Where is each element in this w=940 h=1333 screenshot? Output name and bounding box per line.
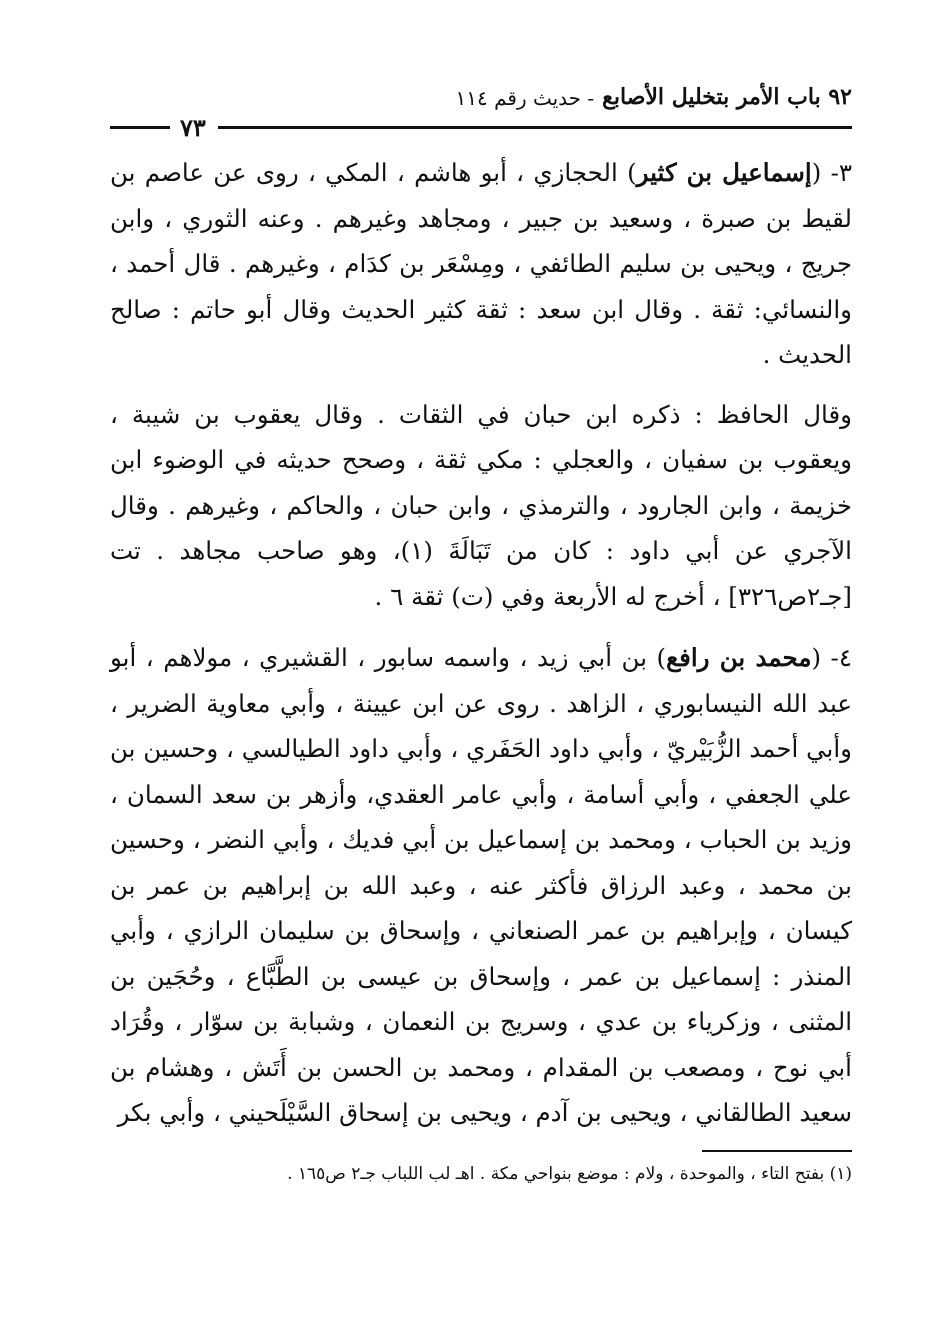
footnote: (١) بفتح التاء ، والموحدة ، ولام : موضع بنواحي مكة . اهـ لب اللباب جـ٢ ص١٦٥ .: [287, 1163, 852, 1184]
narrator-name: محمد بن رافع: [666, 643, 812, 672]
narrator-bio: وقال الحافظ : ذكره ابن حبان في الثقات . وقال يعقوب بن شيبة ، ويعقوب بن سفيان ، والعجلي : مكي ثقة ، وصحح حديثه في الوضوء ابن خزيمة ، وابن الجارود ، والترمذي ، وابن حبان ، والحاكم ، وغيرهم . وقال الآجري عن أبي داود : كان من تَبَالَةَ (١)، وهو صاحب مجاهد . تت [جـ٢ص٣٢٦] ، أخرج له الأربعة وفي (ت) ثقة ٦ .: [110, 399, 852, 611]
page-number: ٧٣: [180, 112, 206, 142]
entry-number: ٣- (: [811, 158, 853, 187]
entry-close: ): [627, 158, 637, 187]
narrator-paragraph: [110, 635, 852, 1136]
narrator-paragraph: [110, 392, 852, 620]
entry-number: ٤- (: [811, 643, 852, 672]
header-divider: [218, 126, 852, 129]
narrator-paragraph: [110, 150, 852, 378]
narrator-bio: الحجازي ، أبو هاشم ، المكي ، روى عن عاصم بن لقيط بن صبرة ، وسعيد بن جبير ، ومجاهد وغيرهم . وعنه الثوري ، وابن جريج ، ويحيى بن سليم الطائفي ، ومِسْعَر بن كدَام ، وغيرهم . قال أحمد ، والنسائي: ثقة . وقال ابن سعد : ثقة كثير الحديث وقال أبو حاتم : صالح الحديث .: [110, 158, 852, 369]
main-text: [110, 150, 852, 1136]
document-page: [110, 70, 852, 1188]
hadith-label: - حديث رقم ١١٤: [455, 86, 595, 110]
narrator-bio: بن أبي زيد ، واسمه سابور ، القشيري ، مولاهم ، أبو عبد الله النيسابوري ، الزاهد . روى عن ابن عيينة ، وأبي معاوية الضرير ، وأبي أحمد الزُّبَيْريّ ، وأبي داود الحَفَري ، وأبي داود الطيالسي ، وحسين بن علي الجعفي ، وأبي أسامة ، وأبي عامر العقدي، وأزهر بن سعد السمان ، وزيد بن الحباب ، ومحمد بن إسماعيل بن أبي فديك ، وأبي النضر ، وحسين بن محمد ، وعبد الرزاق فأكثر عنه ، وعبد الله بن إبراهيم بن عمر بن كيسان ، وإبراهيم بن عمر الصنعاني ، وإسحاق بن سليمان الرازي ، وأبي المنذر : إسماعيل بن عمر ، وإسحاق بن عيسى بن الطَّبَّاع ، وحُجَين بن المثنى ، وزكرياء بن عدي ، وسريج بن النعمان ، وشبابة بن سوّار ، وقُرَاد أبي نوح ، ومصعب بن المقدام ، ومحمد بن الحسن بن أَتَش ، وهشام بن سعيد الطالقاني ، ويحيى بن آدم ، ويحيى بن إسحاق السَّيْلَحيني ، وأبي بكر: [110, 643, 852, 1127]
entry-close: ): [656, 643, 667, 672]
chapter-title: ٩٢ باب الأمر بتخليل الأصابع: [602, 84, 852, 110]
footnote-divider: [702, 1150, 852, 1152]
running-head: [110, 70, 852, 110]
header-rule: [110, 112, 852, 142]
narrator-name: إسماعيل بن كثير: [636, 158, 812, 187]
page-number-rule: [110, 126, 170, 129]
